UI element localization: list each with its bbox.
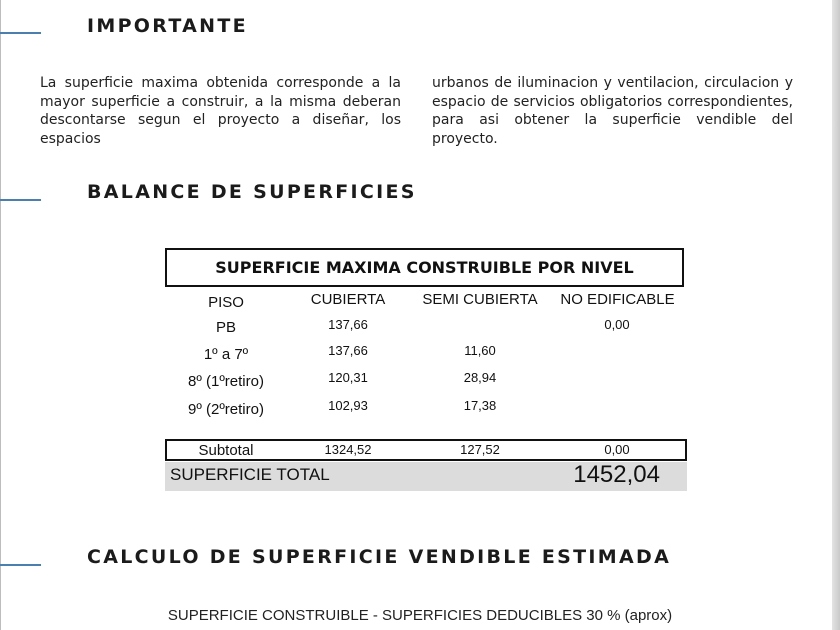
cell-no-edificable: 0,00	[604, 317, 630, 332]
cell-semi: 28,94	[463, 370, 497, 385]
subtotal-cubierta: 1324,52	[324, 442, 372, 457]
page-left-edge	[0, 0, 1, 630]
total-value: 1452,04	[573, 461, 660, 488]
table-title: SUPERFICIE MAXIMA CONSTRUIBLE POR NIVEL	[165, 248, 684, 287]
section-accent-line	[0, 199, 41, 201]
row-label-pb: PB	[215, 319, 236, 336]
cell-semi: 11,60	[464, 343, 496, 358]
cell-cubierta: 137,66	[328, 317, 368, 332]
cell-cubierta: 137,66	[328, 343, 368, 358]
col-header-cubierta: CUBIERTA	[310, 291, 386, 308]
row-label-8: 8º (1ºretiro)	[188, 373, 264, 390]
page-right-edge	[832, 0, 840, 630]
col-header-no-edificable: NO EDIFICABLE	[560, 291, 675, 308]
heading-importante: IMPORTANTE	[87, 15, 248, 37]
heading-calculo: CALCULO DE SUPERFICIE VENDIBLE ESTIMADA	[87, 546, 672, 568]
section-accent-line	[0, 564, 41, 566]
col-header-semi-cubierta: SEMI CUBIERTA	[422, 291, 538, 308]
row-label-9: 9º (2ºretiro)	[188, 401, 264, 418]
cell-cubierta: 102,93	[328, 398, 368, 413]
col-header-piso: PISO	[208, 294, 244, 311]
section-accent-line	[0, 32, 41, 34]
formula-text: SUPERFICIE CONSTRUIBLE - SUPERFICIES DEDUCIBLES 30 % (aprox)	[167, 607, 673, 624]
heading-balance: BALANCE DE SUPERFICIES	[87, 181, 417, 203]
paragraph-left: La superficie maxima obtenida corresponde a la mayor superficie a construir, a la misma deberan descontarse segun el proyecto a diseñar, los espacios	[40, 75, 401, 147]
total-label: SUPERFICIE TOTAL	[170, 465, 330, 484]
subtotal-semi: 127,52	[460, 442, 500, 457]
cell-semi: 17,38	[463, 398, 497, 413]
subtotal-label: Subtotal	[198, 442, 254, 459]
subtotal-no-edificable: 0,00	[604, 442, 630, 457]
cell-cubierta: 120,31	[328, 370, 368, 385]
paragraph-right: urbanos de iluminacion y ventilacion, circulacion y espacio de servicios obligatorios correspondientes, para asi obtener la superficie vendible del proyecto.	[432, 75, 793, 147]
row-label-1-7: 1º a 7º	[203, 346, 249, 363]
